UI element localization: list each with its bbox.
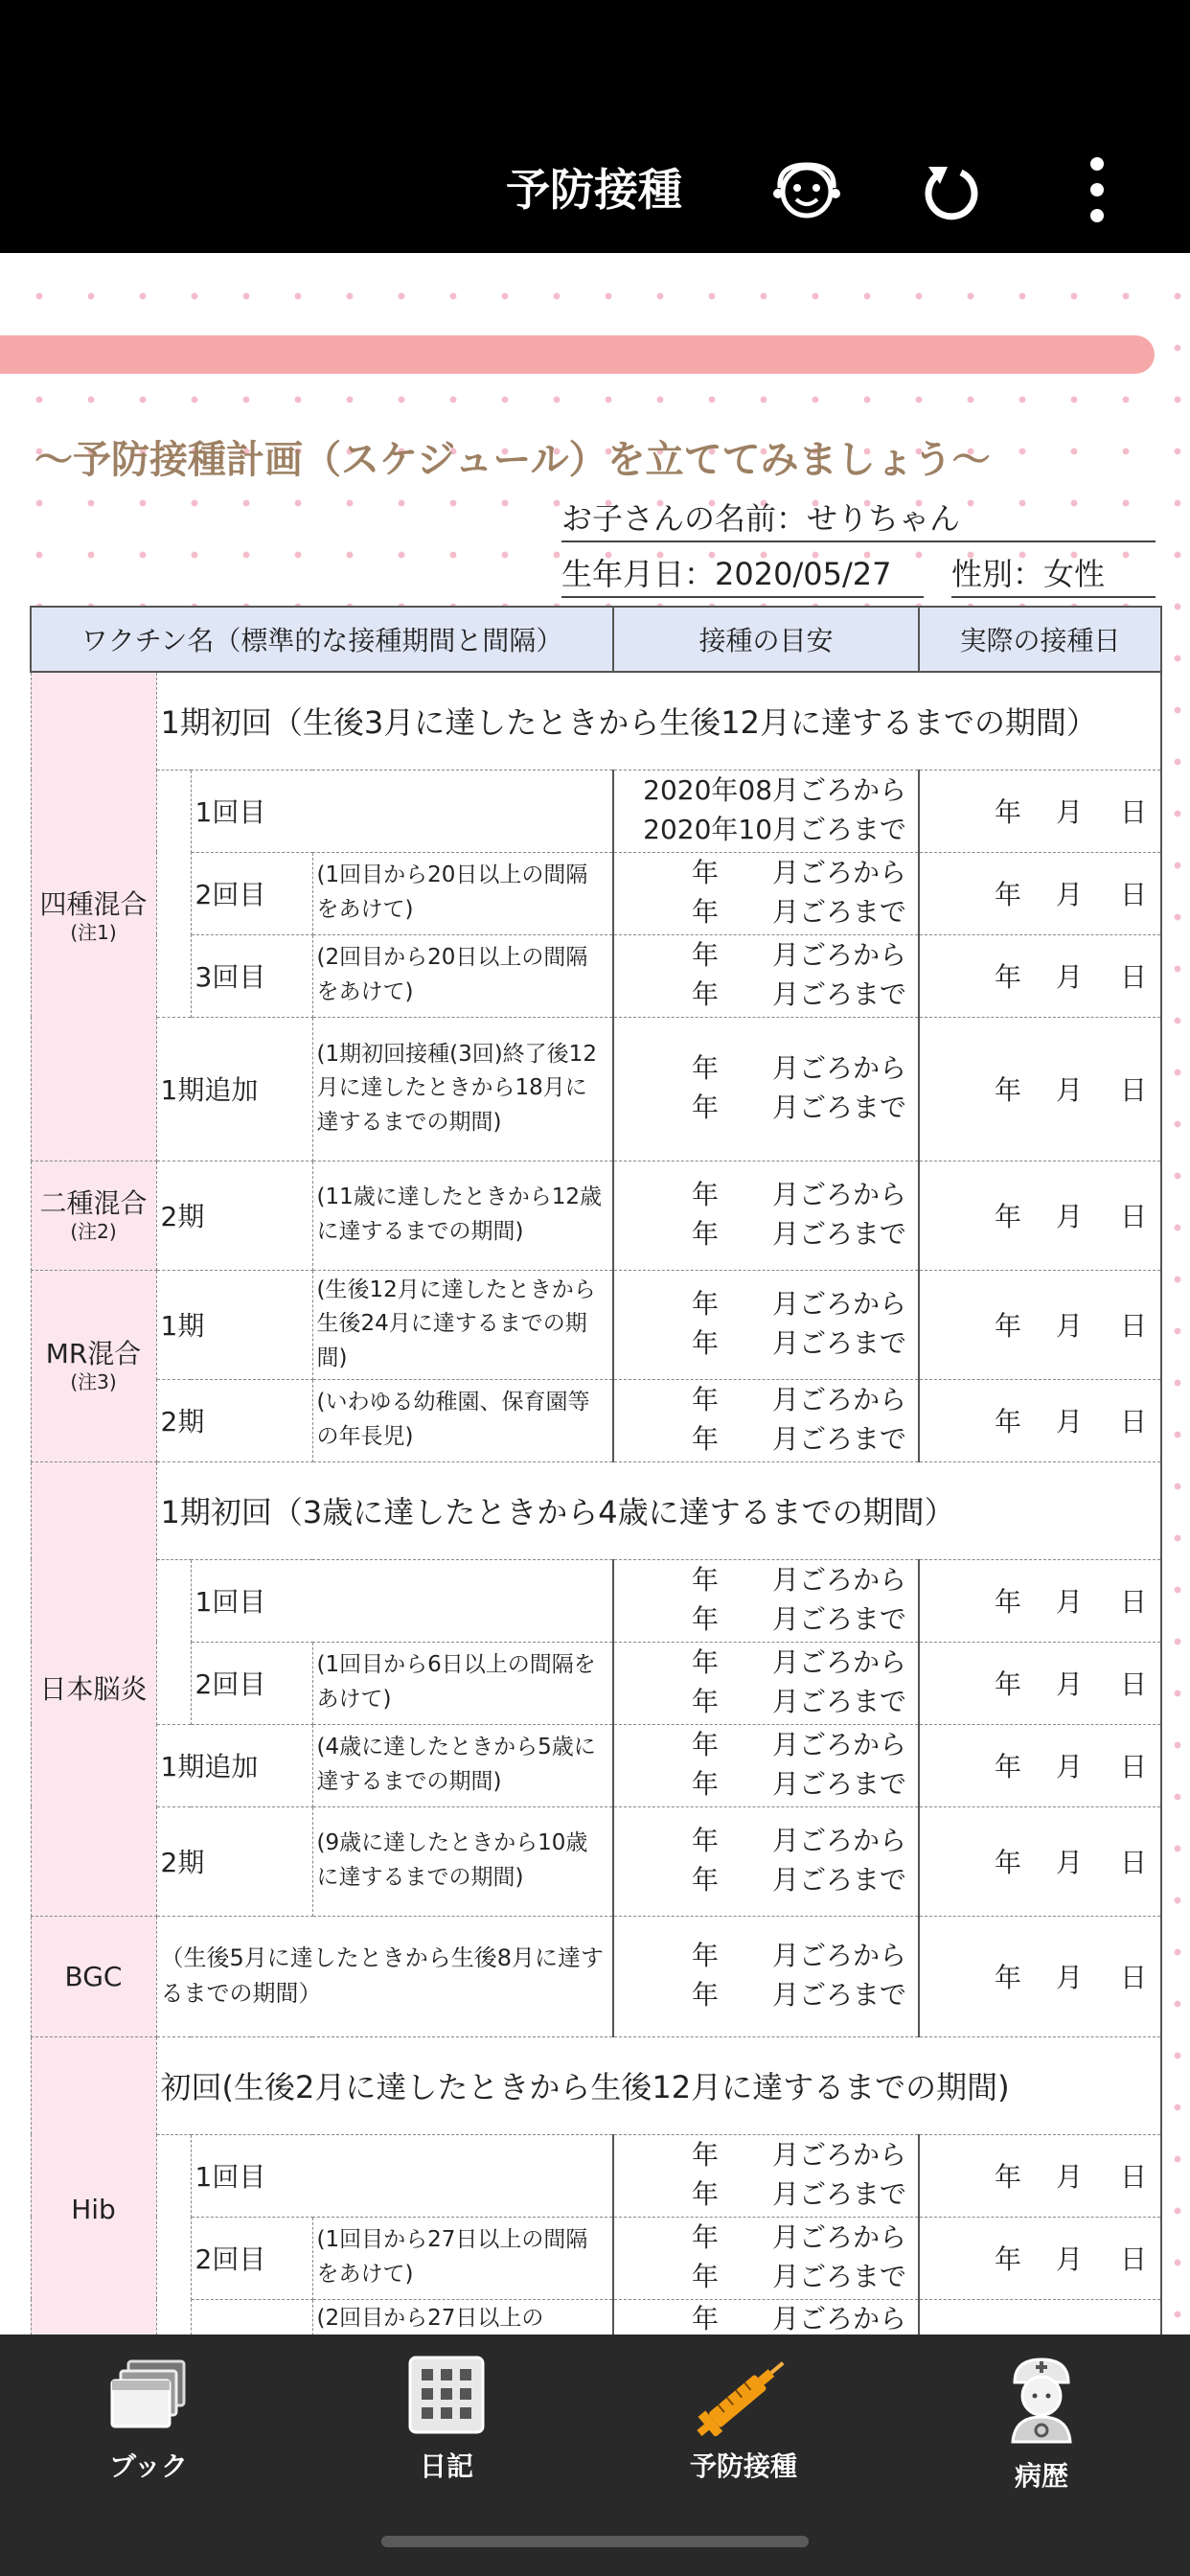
nav-medical-history[interactable]: [946, 2354, 1137, 2494]
book-stack-icon: [107, 2354, 190, 2436]
je-phase: 1期初回（3歳に達したときから4歳に達するまでの期間）: [156, 1461, 1161, 1559]
calendar-grid-icon: [406, 2354, 487, 2436]
dpt-dose3-date[interactable]: 年 月 日: [919, 934, 1161, 1017]
hib-dose2-note: (1回目から27日以上の間隔をあけて): [312, 2217, 613, 2299]
hib-dose1-guide: 年 月ごろから 年 月ごろまで: [613, 2134, 919, 2217]
dpt-dose2: 2回目: [191, 852, 312, 934]
dt-phase2-guide: 年 月ごろから 年 月ごろまで: [613, 1161, 919, 1270]
refresh-icon[interactable]: [913, 151, 990, 228]
bcg-note: （生後5月に達したときから生後8月に達するまでの期間）: [156, 1916, 613, 2036]
mr-phase2-date[interactable]: 年 月 日: [919, 1379, 1161, 1461]
app-header: [0, 0, 1190, 253]
je-dose2-note: (1回目から6日以上の間隔をあけて): [312, 1642, 613, 1724]
je-dose2-guide: 年 月ごろから 年 月ごろまで: [613, 1642, 919, 1724]
vaccine-dt: 二種混合 (注2): [31, 1161, 156, 1270]
je-booster-date[interactable]: 年 月 日: [919, 1724, 1161, 1806]
vaccine-je: 日本脳炎: [31, 1461, 156, 1916]
je-dose2-date[interactable]: 年 月 日: [919, 1642, 1161, 1724]
child-sex: 性別：女性: [951, 550, 1156, 598]
schedule-heading: 〜予防接種計画（スケジュール）を立ててみましょう〜: [34, 438, 991, 482]
je-phase2-guide: 年 月ごろから 年 月ごろまで: [613, 1806, 919, 1916]
vaccine-bcg: BGC: [31, 1916, 156, 2036]
hib-dose1-date[interactable]: 年 月 日: [919, 2134, 1161, 2217]
hib-dose2: 2回目: [191, 2217, 312, 2299]
dpt-dose3-note: (2回目から20日以上の間隔をあけて): [312, 934, 613, 1017]
dpt-booster: 1期追加: [156, 1017, 312, 1161]
mr-phase1-note: (生後12月に達したときから生後24月に達するまでの期間): [312, 1270, 613, 1379]
header-vaccine: ワクチン名（標準的な接種期間と間隔）: [31, 607, 613, 672]
mr-phase1: 1期: [156, 1270, 312, 1379]
nav-diary-label: 日記: [419, 2450, 473, 2482]
dt-phase2-note: (11歳に達したときから12歳に達するまでの期間): [312, 1161, 613, 1270]
vaccine-hib: Hib: [31, 2036, 156, 2381]
hib-dose2-date[interactable]: 年 月 日: [919, 2217, 1161, 2299]
vaccine-mr: MR混合 (注3): [31, 1270, 156, 1461]
dpt-dose2-note: (1回目から20日以上の間隔をあけて): [312, 852, 613, 934]
home-indicator[interactable]: [381, 2536, 809, 2547]
dpt-dose2-date[interactable]: 年 月 日: [919, 852, 1161, 934]
hib-phase: 初回(生後2月に達したときから生後12月に達するまでの期間): [156, 2036, 1161, 2134]
je-booster-note: (4歳に達したときから5歳に達するまでの期間): [312, 1724, 613, 1806]
dpt-booster-guide: 年 月ごろから 年 月ごろまで: [613, 1017, 919, 1161]
dpt-phase: 1期初回（生後3月に達したときから生後12月に達するまでの期間）: [156, 672, 1161, 770]
page-title: 予防接種: [506, 164, 682, 216]
je-booster: 1期追加: [156, 1724, 312, 1806]
dpt-dose3-guide: 年 月ごろから 年 月ごろまで: [613, 934, 919, 1017]
baby-face-icon[interactable]: [768, 151, 845, 228]
nav-vaccination-label: 予防接種: [689, 2450, 797, 2482]
dt-phase2-date[interactable]: 年 月 日: [919, 1161, 1161, 1270]
hib-dose3-note: (2回目から27日以上の: [312, 2299, 613, 2381]
more-vertical-icon[interactable]: [1059, 151, 1135, 228]
mr-phase1-guide: 年 月ごろから 年 月ごろまで: [613, 1270, 919, 1379]
dpt-booster-date[interactable]: 年 月 日: [919, 1017, 1161, 1161]
nav-medical-history-label: 病歴: [1014, 2460, 1068, 2492]
dpt-booster-note: (1期初回接種(3回)終了後12月に達したときから18月に達するまでの期間): [312, 1017, 613, 1161]
dpt-dose3: 3回目: [191, 934, 312, 1017]
je-dose2: 2回目: [191, 1642, 312, 1724]
je-booster-guide: 年 月ごろから 年 月ごろまで: [613, 1724, 919, 1806]
dt-phase2: 2期: [156, 1161, 312, 1270]
syringe-icon: [691, 2354, 796, 2436]
bcg-date[interactable]: 年 月 日: [919, 1916, 1161, 2036]
child-name: お子さんの名前：せりちゃん: [561, 494, 1156, 542]
mr-phase2-note: (いわゆる幼稚園、保育園等の年長児): [312, 1379, 613, 1461]
bcg-guide: 年 月ごろから 年 月ごろまで: [613, 1916, 919, 2036]
je-phase2: 2期: [156, 1806, 312, 1916]
je-phase2-note: (9歳に達したときから10歳に達するまでの期間): [312, 1806, 613, 1916]
decorative-bar: [0, 335, 1155, 374]
je-dose1: 1回目: [191, 1559, 613, 1642]
dpt-dose1-guide: 2020年08月ごろから 2020年10月ごろまで: [613, 770, 919, 852]
nav-book-label: ブック: [108, 2450, 189, 2482]
nav-book[interactable]: [53, 2354, 244, 2484]
header-guide: 接種の目安: [613, 607, 919, 672]
child-birthday: 生年月日：2020/05/27: [561, 550, 924, 598]
nav-vaccination[interactable]: [648, 2354, 839, 2484]
nurse-icon: [1001, 2354, 1082, 2446]
dpt-dose1-date[interactable]: 年 月 日: [919, 770, 1161, 852]
hib-dose2-guide: 年 月ごろから 年 月ごろまで: [613, 2217, 919, 2299]
mr-phase2-guide: 年 月ごろから 年 月ごろまで: [613, 1379, 919, 1461]
je-phase2-date[interactable]: 年 月 日: [919, 1806, 1161, 1916]
dpt-dose2-guide: 年 月ごろから 年 月ごろまで: [613, 852, 919, 934]
header-actual: 実際の接種日: [919, 607, 1161, 672]
dpt-dose1: 1回目: [191, 770, 613, 852]
vaccination-table: [30, 606, 1162, 2382]
je-dose1-date[interactable]: 年 月 日: [919, 1559, 1161, 1642]
je-dose1-guide: 年 月ごろから 年 月ごろまで: [613, 1559, 919, 1642]
vaccine-dpt: 四種混合 (注1): [31, 672, 156, 1161]
mr-phase1-date[interactable]: 年 月 日: [919, 1270, 1161, 1379]
hib-dose3-guide: 年 月ごろから: [613, 2299, 919, 2381]
nav-diary[interactable]: [351, 2354, 542, 2484]
hib-dose1: 1回目: [191, 2134, 613, 2217]
mr-phase2: 2期: [156, 1379, 312, 1461]
